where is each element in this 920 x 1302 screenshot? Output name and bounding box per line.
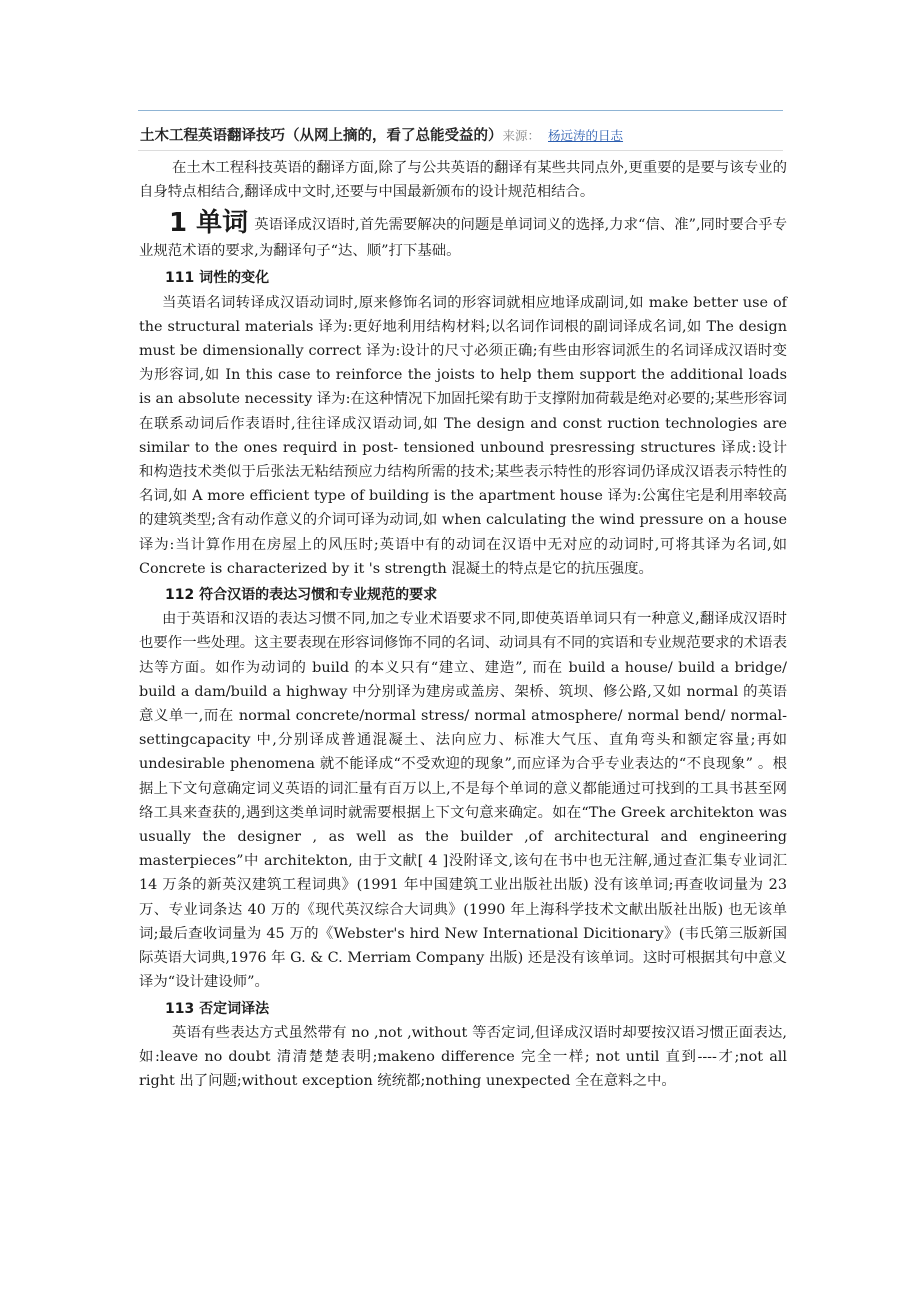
intro-paragraph: 在土木工程科技英语的翻译方面,除了与公共英语的翻译有某些共同点外,更重要的是要与该专业的自身特点相结合,翻译成中文时,还要与中国最新颁布的设计规范相结合。	[139, 160, 787, 201]
section-112-heading: 112 符合汉语的表达习惯和专业规范的要求	[165, 587, 438, 604]
section-1	[139, 210, 787, 264]
source-label: 来源：	[502, 128, 541, 143]
section-111-paragraph: 当英语名词转译成汉语动词时,原来修饰名词的形容词就相应地译成副词,如 make better use of the structural materials 译为:更好地利用结构材料;以名词作词根的副词译成名词,如 The design must be dimensionally correct 译为:设计的尺寸必须正确;有些由形容词派生的名词译成汉语时变为形容词,如 In this case to reinforce the joists to help them support the additional loads is an absolute necessity 译为:在这种情况下加固托梁有助于支撑附加荷载是绝对必要的;某些形容词在联系动词后作表语时,往往译成汉语动词,如 The design and const ruction technologies are similar to the ones requird in post- tensioned unbound presressing structures 译成:设计和构造技术类似于后张法无粘结预应力结构所需的技术;某些表示特性的形容词仍译成汉语表示特性的名词,如 A more efficient type of building is the apartment house 译为:公寓住宅是利用率较高的建筑类型;含有动作意义的介词可译为动词,如 when calculating the wind pressure on a house 译为:当计算作用在房屋上的风压时;英语中有的动词在汉语中无对应的动词时,可将其译为名词,如 Concrete is characterized by it 's strength 混凝土的特点是它的抗压强度。	[139, 294, 787, 577]
article-title: 土木工程英语翻译技巧（从网上摘的，看了总能受益的）	[140, 128, 503, 144]
section-113-heading: 113 否定词译法	[165, 1000, 270, 1017]
section-1-text: 英语译成汉语时,首先需要解决的问题是单词词义的选择,力求“信、准”,同时要合乎专业规范术语的要求,为翻译句子“达、顺”打下基础。	[139, 217, 787, 260]
article-header	[140, 124, 790, 145]
section-1-heading: 1 单词	[169, 208, 249, 239]
article-body	[139, 156, 787, 1093]
section-113-paragraph: 英语有些表达方式虽然带有 no ,not ,without 等否定词,但译成汉语时却要按汉语习惯正面表达,如:leave no doubt 清清楚楚表明;makeno difference 完全一样; not until 直到----才;not all right 出了问题;without exception 统统都;nothing unexpected 全在意料之中。	[139, 1024, 787, 1090]
source-link[interactable]: 杨远涛的日志	[548, 128, 624, 143]
section-112-paragraph: 由于英语和汉语的表达习惯不同,加之专业术语要求不同,即使英语单词只有一种意义,翻译成汉语时也要作一些处理。这主要表现在形容词修饰不同的名词、动词具有不同的宾语和专业规范要求的术语表达等方面。如作为动词的 build 的本义只有“建立、建造”, 而在 build a house/ build a bridge/ build a dam/build a highway 中分别译为建房或盖房、架桥、筑坝、修公路,又如 normal 的英语意义单一,而在 normal concrete/normal stress/ normal atmosphere/ normal bend/ normal- settingcapacity 中,分别译成普通混凝土、法向应力、标准大气压、直角弯头和额定容量;再如 undesirable phenomena 就不能译成“不受欢迎的现象”,而应译为合乎专业表达的“不良现象” 。根据上下文句意确定词义英语的词汇量有百万以上,不是每个单词的意义都能通过可找到的工具书甚至网络工具来查获的,遇到这类单词时就需要根据上下文句意来确定。如在“The Greek architekton was usually the designer , as well as the builder ,of architectural and engineering masterpieces”中 architekton, 由于文献[ 4 ]没附译文,该句在书中也无注解,通过查汇集专业词汇 14 万条的新英汉建筑工程词典》(1991 年中国建筑工业出版社出版) 没有该单词;再查收词量为 23 万、专业词条达 40 万的《现代英汉综合大词典》(1990 年上海科学技术文献出版社出版) 也无该单词;最后查收词量为 45 万的《Webster's hird New International Dicitionary》(韦氏第三版新国际英语大词典,1976 年 G. & C. Merriam Company 出版) 还是没有该单词。这时可根据其句中意义译为“设计建设师”。	[139, 611, 787, 991]
section-111-heading: 111 词性的变化	[165, 270, 270, 287]
top-rule	[138, 110, 783, 111]
title-rule	[138, 150, 783, 151]
